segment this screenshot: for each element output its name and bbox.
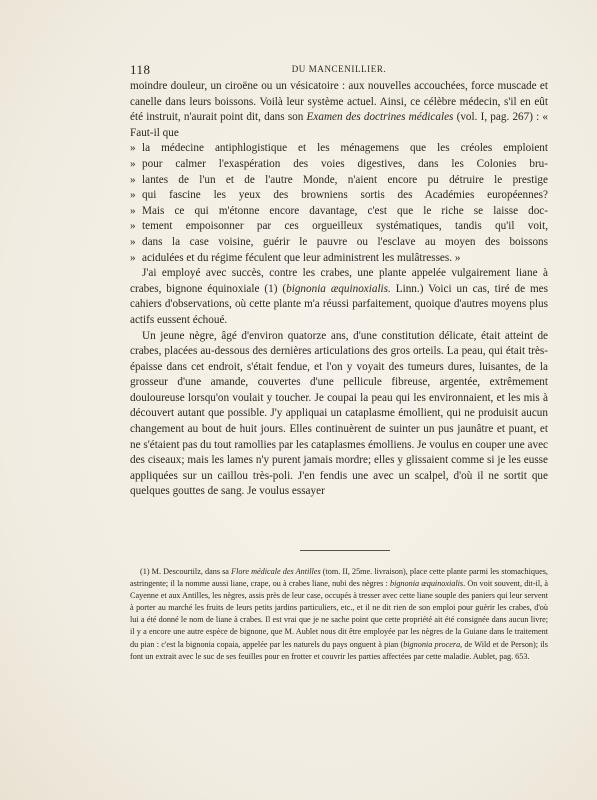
paragraph-1-text-b: (vol. I, pag. 267) : « Faut-il que [130, 111, 549, 139]
quote-line-text: lantes de l'un et de l'autre Monde, n'aient encore pu détruire le prestige [142, 173, 548, 186]
footnote-book-title: Flore médicale des Antilles [231, 567, 321, 576]
footnote-rule [300, 550, 390, 551]
quote-mark: » [130, 157, 136, 170]
quote-mark: » [130, 235, 136, 248]
quote-mark: » [130, 189, 136, 202]
quote-mark: » [130, 173, 136, 186]
quote-line-text: dans la case voisine, guérir le pauvre ou l'esclave au moyen des boissons [142, 235, 548, 248]
quote-mark: » [130, 251, 136, 264]
quote-mark: » [130, 204, 136, 217]
quote-mark: » [130, 220, 136, 233]
footnote-text-2: (tom. II, 25me. livraison), place cette plante parmi les stomachiques, astringente; il la nomme aussi liane, crape, ou à crabes liane, nubi des nègres : [130, 567, 548, 589]
paragraph-2-text-a: J'ai employé avec succès, contre les crabes, une plante appelée vulgairement liane à crabes, bignone équinoxiale (1) ( [130, 267, 548, 295]
quote-line-text: acidulées et du régime féculent que leur administrent les mulâtresses. » [142, 251, 461, 264]
quote-line-text: la médecine antiphlogistique et les ménagemens que les créoles emploient [142, 142, 548, 155]
quote-line [130, 141, 548, 157]
footnote [130, 566, 548, 663]
footnote-species-name: bignonia æquinoxialis [389, 579, 464, 589]
quote-line [130, 251, 548, 267]
page-header [130, 62, 548, 78]
running-head: DU MANCENILLIER. [291, 64, 387, 74]
quote-line [130, 157, 548, 173]
quote-mark: » [130, 142, 136, 155]
quote-line-text: tement empoisonner par ces orgueilleux systématiques, tandis qu'il voit, [142, 220, 548, 233]
paragraph-2 [130, 266, 548, 328]
footnote-text-1: (1) M. Descourtilz, dans sa [140, 567, 232, 576]
quote-line [130, 173, 548, 189]
quote-line [130, 219, 548, 235]
page-number: 118 [130, 62, 151, 77]
footnote-species-name-2: bignonia procera [403, 639, 461, 649]
paragraph-1-book-title: Examen des doctrines médicales [306, 111, 454, 124]
paragraph-2-species-name: bignonia æquinoxialis. [286, 282, 391, 295]
paragraph-1-text-a: moindre douleur, un ciroëne ou un vésicatoire : aux nouvelles accouchées, force muscade et canelle dans leurs boissons. Voilà leur système actuel. Ainsi, ce célèbre médecin, s'il en eût été instruit, n'aurait point dit, dans son [130, 80, 548, 124]
quote-line-text: pour calmer l'exaspération des voies digestives, dans les Colonies bru- [142, 157, 548, 170]
quote-line-text: Mais ce qui m'étonne encore davantage, c'est que le riche se laisse doc- [142, 204, 548, 217]
footnote-text-3: . On voit souvent, dit-il, à Cayenne et aux Antilles, les nègres, assis près de leur case, occupés à tresser avec cette liane souple des paniers qui leur servent à porter au marché les fruits de leurs petits jardins particuliers, etc., et il ne dit rien de son emploi pour guérir les crabes, d'où lui a été donné le nom de liane à crabes. Il est vrai que je ne sache point que cette propriété ait été consignée dans aucun livre; il y a encore une autre espèce de bignone, que M. Aublet nous dit être employée par les nègres de la Guiane dans le traitement du pian : c'est la bignonia copaia, appelée par les naturels du pays onguent à pian ( [130, 579, 548, 649]
body-text [130, 79, 548, 500]
paragraph-3: Un jeune nègre, âgé d'environ quatorze ans, d'une constitution délicate, était atteint de crabes, placées au-dessous des dernières articulations des gros orteils. La peau, qui était très-épaisse dans cet endroit, s'était fendue, et l'on y voyait des tumeurs dures, luisantes, de la grosseur d'une amande, couvertes d'une pellicule fibreuse, argentée, extrêmement douloureuse lorsqu'on voulait y toucher. Je coupai la peau qui les environnaient, et les mis à découvert autant que possible. J'y appliquai un cataplasme émollient, qui ne produisit aucun changement au bout de huit jours. Elles continuèrent de suinter un pus jaunâtre et puant, et ne s'étaient pas du tout ramollies par les cataplasmes émolliens. Je voulus en couper une avec des ciseaux; mais les lames n'y purent jamais mordre; elles y glissaient comme si je les eusse appliquées sur un caillou très-poli. J'en fendis une avec un scalpel, d'où il ne sortit que quelques gouttes de sang. Je voulus essayer [130, 329, 548, 498]
paragraph-2-text-b: Linn.) Voici un cas, tiré de mes cahiers d'observations, où cette plante m'a réussi parfaitement, quoique d'autres moyens plus actifs eussent échoué. [130, 282, 548, 326]
footnote-text-4: , de Wild et de Person); ils font un extrait avec le suc de ses feuilles pour en frotter et couvrir les parties affectées par cette maladie. Aublet, pag. 653. [130, 639, 548, 661]
quote-line [130, 204, 548, 220]
paragraph-1 [130, 79, 548, 141]
block-quote [130, 141, 548, 266]
quote-line-text: qui fascine les yeux des browniens sortis des Académies européennes? [142, 189, 548, 202]
quote-line [130, 188, 548, 204]
quote-line [130, 235, 548, 251]
